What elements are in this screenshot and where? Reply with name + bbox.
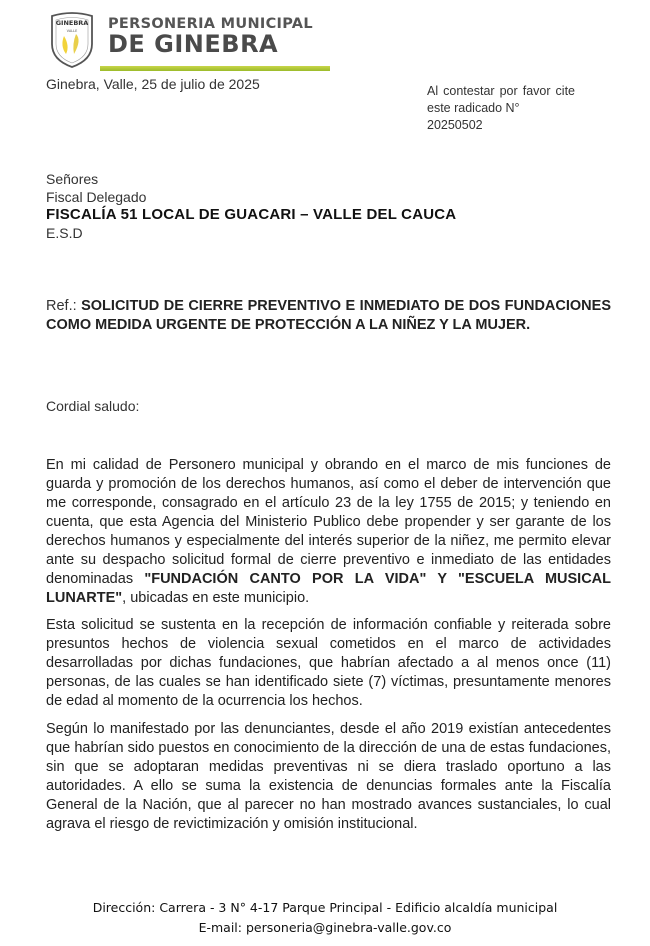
svg-text:GINEBRA: GINEBRA — [55, 19, 89, 27]
radicado-line2: este radicado N° 20250502 — [427, 101, 520, 132]
entity-name-1: "FUNDACIÓN CANTO POR LA VIDA" — [144, 571, 427, 587]
entity-name-2: "ESCUELA MUSICAL LUNARTE" — [46, 571, 611, 606]
footer — [0, 898, 650, 938]
recipient-esd: E.S.D — [46, 225, 83, 241]
letterhead-divider — [100, 66, 330, 71]
reference-text: SOLICITUD DE CIERRE PREVENTIVO E INMEDIATO DE DOS FUNDACIONES COMO MEDIDA URGENTE DE PROTECCIÓN A LA NIÑEZ Y LA MUJER. — [46, 298, 611, 333]
date-line: Ginebra, Valle, 25 de julio de 2025 — [46, 76, 260, 92]
p1-text-end: , ubicadas en este municipio. — [122, 590, 310, 606]
letterhead — [48, 10, 338, 70]
recipient-block — [46, 170, 456, 242]
greeting: Cordial saludo: — [46, 398, 140, 414]
footer-address: Dirección: Carrera - 3 N° 4-17 Parque Principal - Edificio alcaldía municipal — [92, 900, 558, 915]
p1-text: En mi calidad de Personero municipal y obrando en el marco de mis funciones de guarda y promoción de los derechos humanos, así como el deber de intervención que me corresponde, consagrado en el artículo 23 de la ley 1755 de 2015; y teniendo en cuenta, que esta Agencia del Ministerio Publico debe propender y ser garante de los derechos humanos y especialmente del interés superior de la niñez, me permito elevar ante su despacho solicitud formal de cierre preventivo e inmediato de las entidades denominadas — [46, 457, 611, 587]
radicado-line1: Al contestar por favor cite — [427, 84, 575, 98]
footer-email: E-mail: personeria@ginebra-valle.gov.co — [198, 920, 452, 935]
municipal-crest-icon — [48, 10, 96, 68]
entity-connector: Y — [426, 571, 459, 587]
reference-label: Ref.: — [46, 298, 77, 314]
reference-subject — [46, 297, 611, 335]
body-paragraph-3: Según lo manifestado por las denunciantes, desde el año 2019 existían antecedentes que habrían sido puestos en conocimiento de la dirección de una de estas fundaciones, sin que se adoptaran medidas preventivas ni se diera traslado oportuno a las autoridades. A ello se suma la existencia de denuncias formales ante la Fiscalía General de la Nación, que al parecer no han mostrado avances sustanciales, lo cual agrava el riesgo de revictimización y omisión institucional. — [46, 721, 611, 832]
recipient-title: Fiscal Delegado — [46, 189, 147, 205]
org-name-line1: PERSONERIA MUNICIPAL — [108, 16, 313, 32]
recipient-salutation: Señores — [46, 171, 99, 187]
body-paragraph-2: Esta solicitud se sustenta en la recepción de información confiable y reiterada sobre presuntos hechos de violencia sexual cometidos en el marco de actividades desarrolladas por dichas fundaciones, que habrían afectado a al menos once (11) personas, de las cuales se han identificado siete (7) víctimas, presuntamente menores de edad al momento de la ocurrencia los hechos. — [46, 617, 611, 709]
body-paragraph-1 — [46, 456, 611, 608]
org-name-line2: DE GINEBRA — [108, 30, 279, 58]
recipient-office: FISCALÍA 51 LOCAL DE GUACARI – VALLE DEL CAUCA — [46, 206, 457, 223]
svg-text:VALLE: VALLE — [66, 29, 78, 33]
radicado-note — [427, 83, 575, 134]
